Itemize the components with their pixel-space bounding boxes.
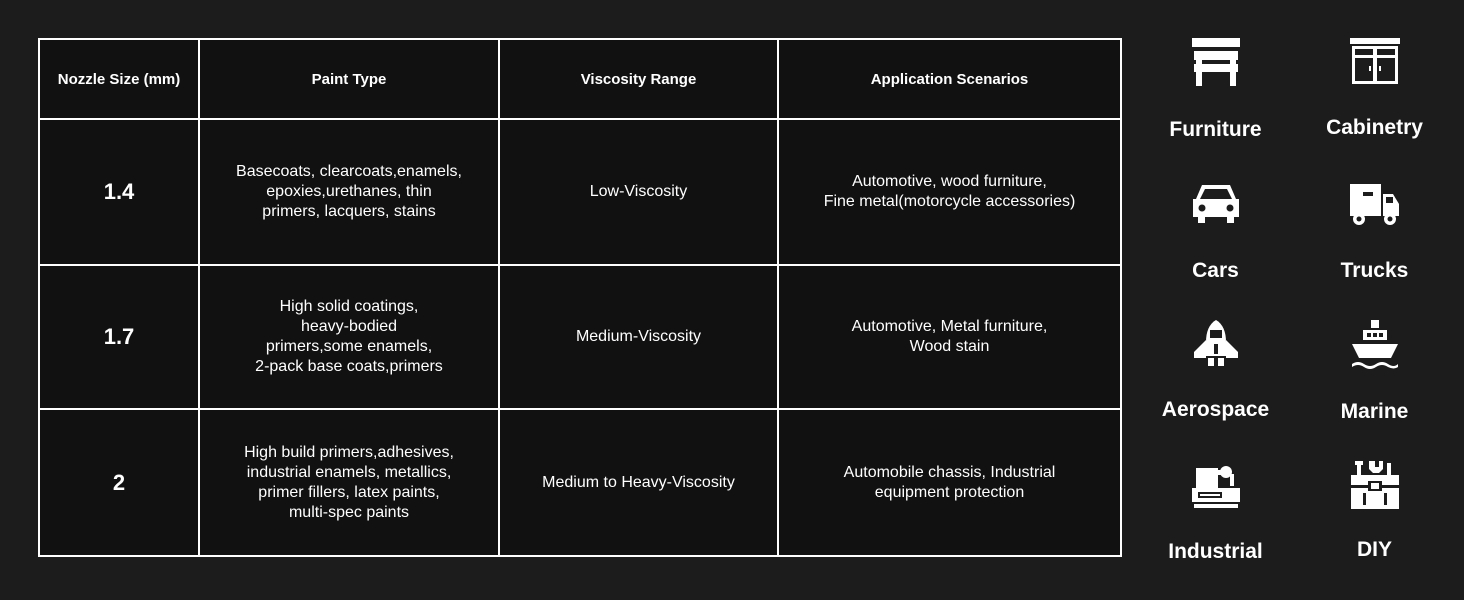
industry-label: DIY (1356, 538, 1392, 561)
industry-label: Cabinetry (1326, 116, 1423, 139)
industry-label: Industrial (1168, 540, 1263, 563)
industry-label: Aerospace (1161, 398, 1270, 421)
industry-cars (1136, 172, 1295, 312)
paint-type-cell: High solid coatings, heavy-bodied primers,some enamels, 2-pack base coats,primers (199, 265, 499, 409)
table-row (39, 409, 1121, 556)
nozzle-size-cell: 2 (39, 409, 199, 556)
industry-label: Furniture (1169, 118, 1262, 141)
toolbox-icon (1349, 459, 1401, 511)
viscosity-cell: Medium-Viscosity (499, 265, 778, 409)
industry-aerospace (1136, 314, 1295, 454)
viscosity-cell: Low-Viscosity (499, 119, 778, 265)
ship-icon (1349, 318, 1401, 370)
industry-label: Trucks (1340, 259, 1409, 282)
industry-furniture (1136, 30, 1295, 170)
truck-icon (1349, 178, 1401, 230)
table-header-row (39, 39, 1121, 119)
nozzle-size-cell: 1.7 (39, 265, 199, 409)
aerospace-icon (1190, 318, 1242, 370)
header-nozzle-size: Nozzle Size (mm) (39, 39, 199, 119)
header-viscosity-range: Viscosity Range (499, 39, 778, 119)
cabinet-icon (1349, 36, 1401, 88)
industry-label: Marine (1340, 400, 1409, 423)
industry-cabinetry (1295, 30, 1454, 170)
industry-trucks (1295, 172, 1454, 312)
industry-industrial (1136, 456, 1295, 596)
nozzle-spec-table (38, 38, 1122, 557)
industry-label: Cars (1192, 259, 1239, 282)
header-paint-type: Paint Type (199, 39, 499, 119)
viscosity-cell: Medium to Heavy-Viscosity (499, 409, 778, 556)
table-row (39, 265, 1121, 409)
scenarios-cell: Automotive, Metal furniture, Wood stain (778, 265, 1121, 409)
industries-grid (1136, 30, 1454, 575)
car-icon (1190, 177, 1242, 229)
scenarios-cell: Automotive, wood furniture, Fine metal(motorcycle accessories) (778, 119, 1121, 265)
scenarios-cell: Automobile chassis, Industrial equipment protection (778, 409, 1121, 556)
header-application-scenarios: Application Scenarios (778, 39, 1121, 119)
paint-type-cell: Basecoats, clearcoats,enamels, epoxies,urethanes, thin primers, lacquers, stains (199, 119, 499, 265)
industry-diy (1295, 456, 1454, 596)
industry-marine (1295, 314, 1454, 454)
furniture-icon (1190, 36, 1242, 88)
machine-icon (1190, 460, 1242, 512)
nozzle-size-cell: 1.4 (39, 119, 199, 265)
paint-type-cell: High build primers,adhesives, industrial enamels, metallics, primer fillers, latex paints, multi-spec paints (199, 409, 499, 556)
table-row (39, 119, 1121, 265)
